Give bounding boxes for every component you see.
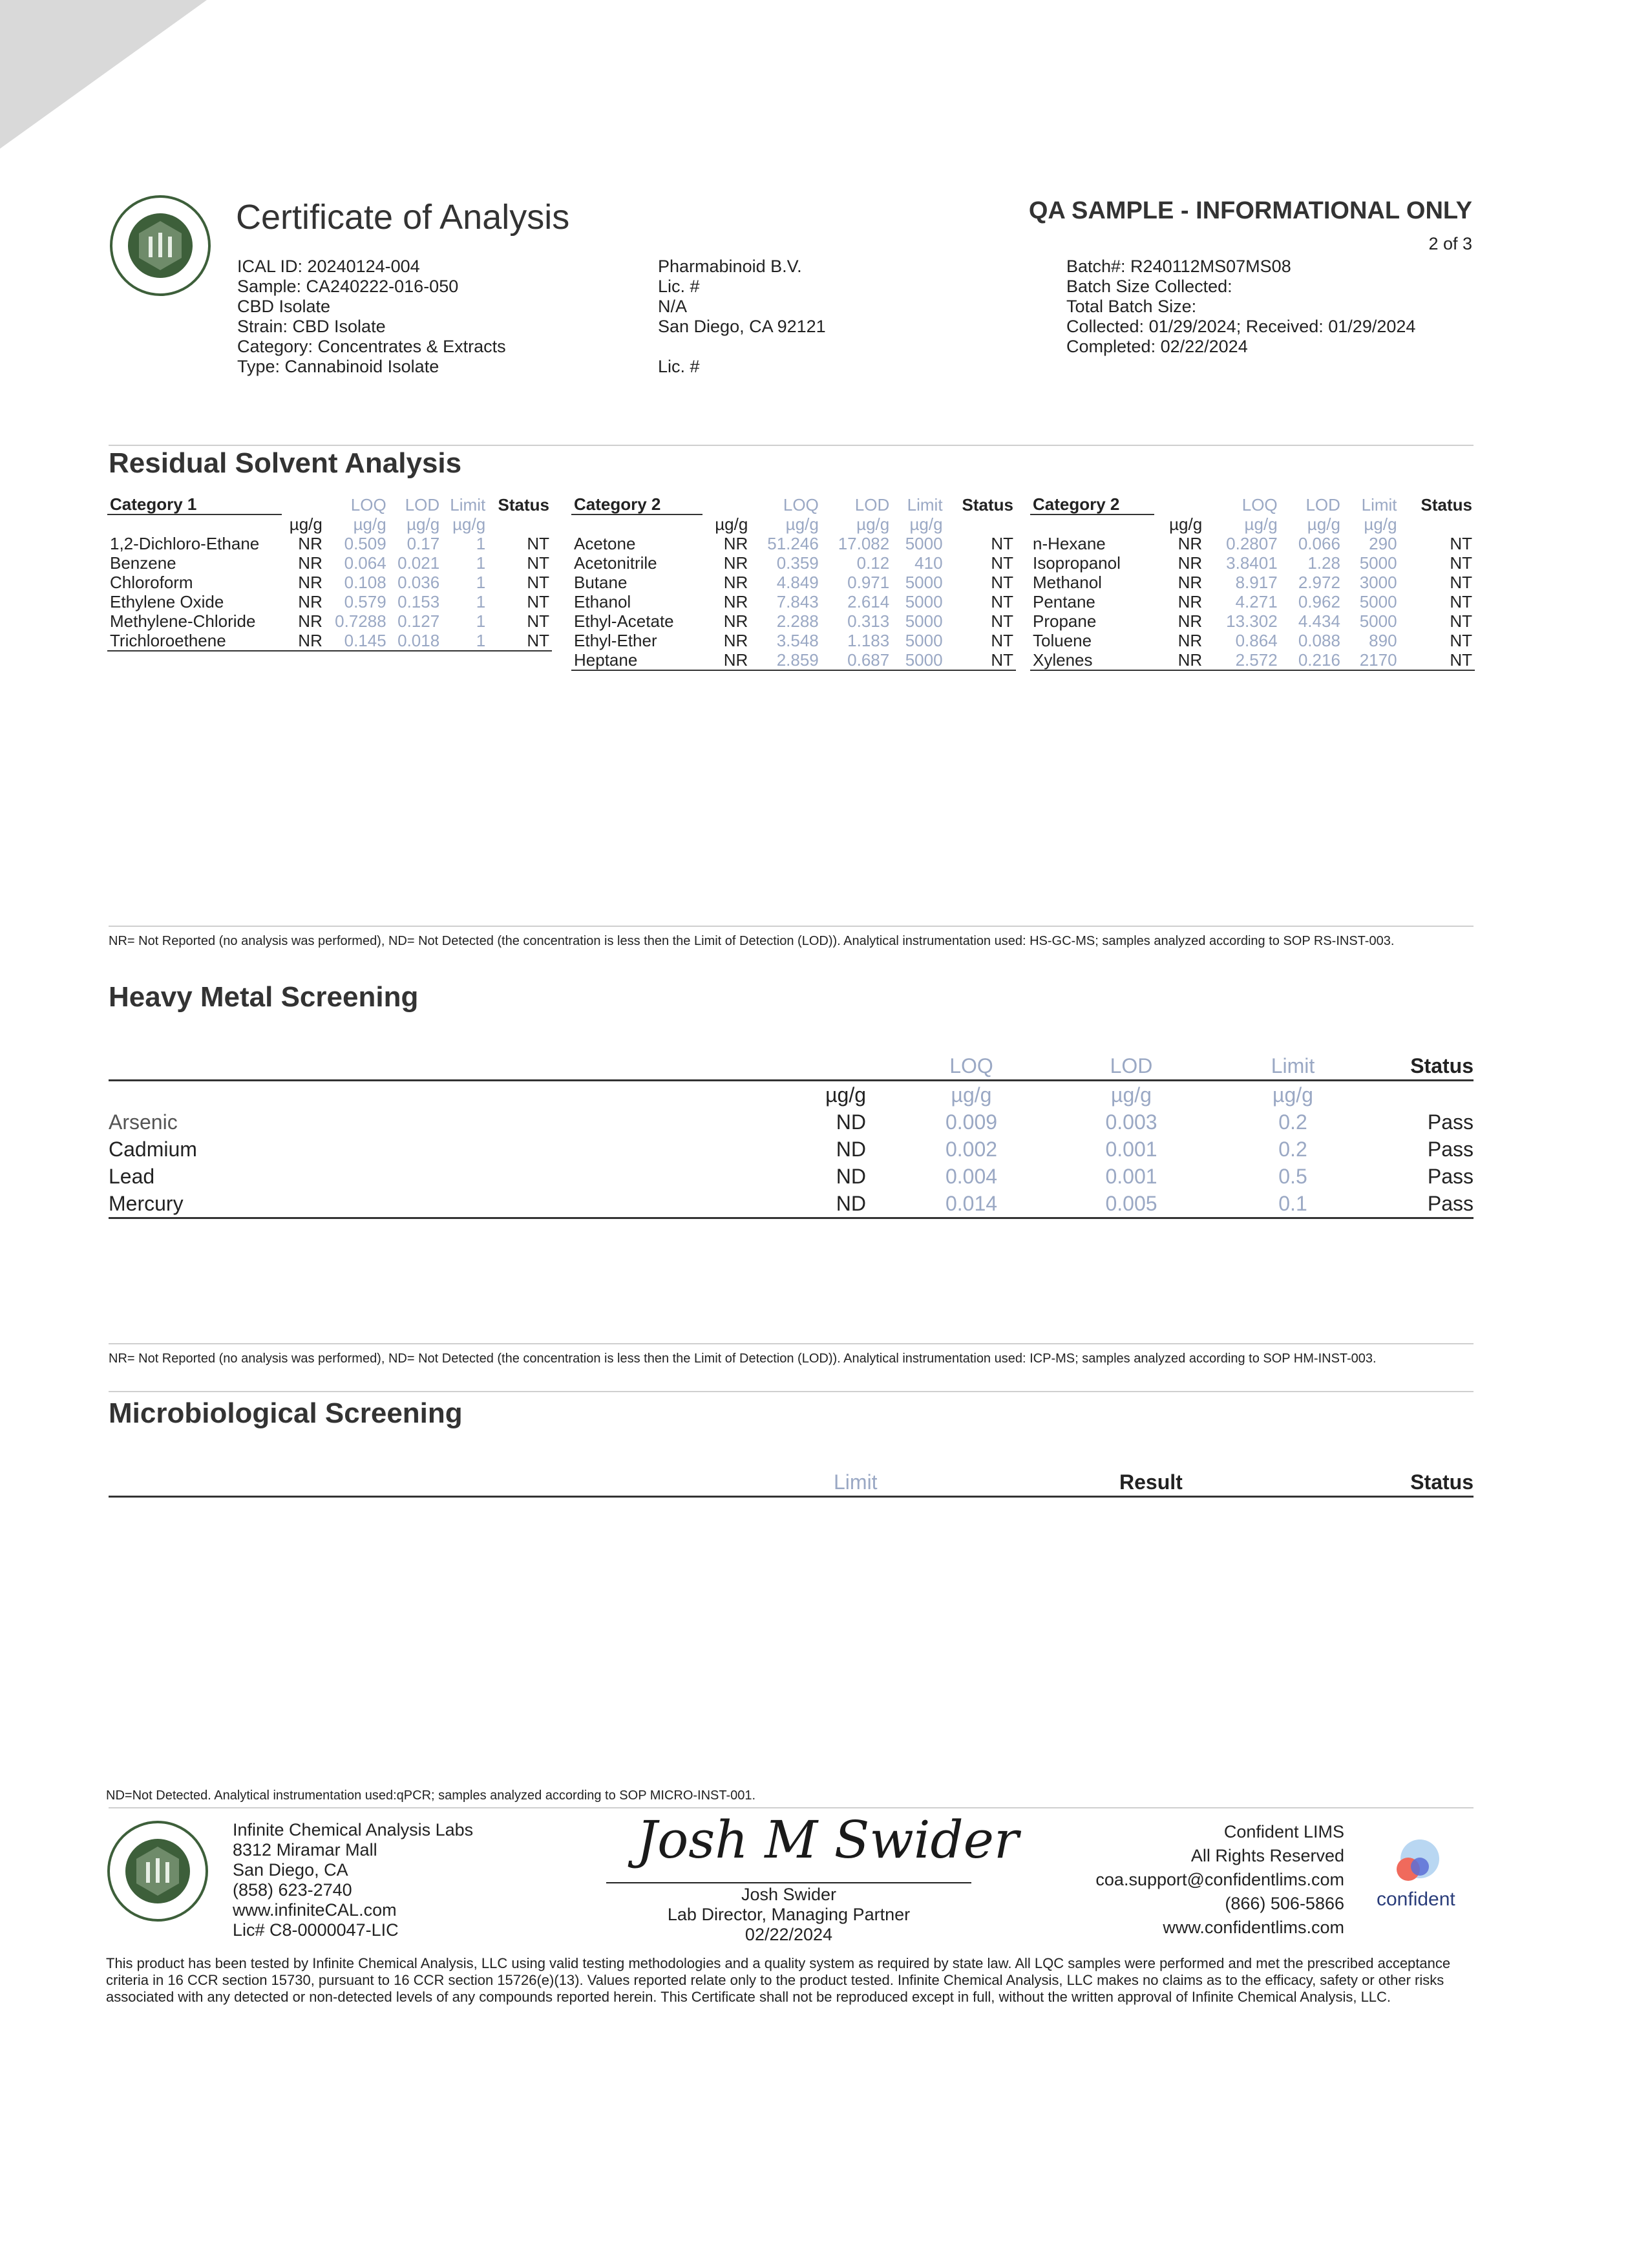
status-header: Status xyxy=(962,494,1013,514)
loq: 0.009 xyxy=(945,1110,998,1134)
unit-label: µg/g xyxy=(785,514,819,534)
limit: 5000 xyxy=(1359,611,1397,631)
residual-table-category2b xyxy=(1030,494,1475,671)
result: NR xyxy=(723,534,748,553)
loq: 4.271 xyxy=(1235,592,1278,611)
loq-header: LOQ xyxy=(949,1054,993,1077)
disclaimer: This product has been tested by Infinite Chemical Analysis, LLC using valid testing methodologies and a quality system as required by state law. All LQC samples were performed and met the prescribed acceptance criteria in 16 CCR section 15730, pursuant to 16 CCR section 15726(e)(13). Values reported relate only to the product tested. Infinite Chemical Analysis, LLC makes no claims as to the efficacy, safety or other risks associated with any detected or non-detected levels of any compounds reported herein. This Certificate shall not be reproduced except in full, without the written approval of Infinite Chemical Analysis, LLC. xyxy=(106,1955,1451,2005)
client-license-2: Lic. # xyxy=(658,357,700,376)
scan-page-fold xyxy=(0,0,207,149)
lab-logo xyxy=(109,194,212,297)
sample-info xyxy=(237,257,506,377)
table-row xyxy=(571,611,1016,631)
table-row xyxy=(1030,631,1475,650)
analyte: Ethylene Oxide xyxy=(110,592,224,611)
analyte: Propane xyxy=(1033,611,1097,631)
result: NR xyxy=(1178,631,1203,650)
total-batch-size: Total Batch Size: xyxy=(1066,297,1197,316)
loq: 0.579 xyxy=(344,592,386,611)
loq: 0.7288 xyxy=(335,611,386,631)
analyte: Mercury xyxy=(109,1192,184,1215)
lab-website[interactable]: www.infiniteCAL.com xyxy=(233,1900,397,1920)
limit: 5000 xyxy=(905,631,943,650)
analyte: 1,2-Dichloro-Ethane xyxy=(110,534,260,553)
analyte: Acetone xyxy=(574,534,636,553)
table-row xyxy=(571,553,1016,573)
table-row xyxy=(107,573,552,592)
status: NT xyxy=(527,553,549,573)
result: NR xyxy=(1154,650,1205,670)
lab-name: Infinite Chemical Analysis Labs xyxy=(233,1820,474,1839)
group-name: Category 2 xyxy=(571,494,703,514)
limit: 1 xyxy=(476,611,486,631)
residual-table-category2a xyxy=(571,494,1016,671)
unit-label: µg/g xyxy=(1244,514,1278,534)
table-row xyxy=(1030,611,1475,631)
limit: 0.5 xyxy=(1278,1165,1307,1188)
status: NT xyxy=(991,573,1013,592)
table-row xyxy=(571,573,1016,592)
result: NR xyxy=(703,650,750,670)
lod: 2.972 xyxy=(1298,573,1340,592)
status: NT xyxy=(991,592,1013,611)
loq: 0.2807 xyxy=(1226,534,1278,553)
lod: 0.313 xyxy=(847,611,890,631)
loq: 0.359 xyxy=(776,553,819,573)
limit: 0.1 xyxy=(1278,1192,1307,1215)
analyte: Ethyl-Acetate xyxy=(574,611,674,631)
status: NT xyxy=(1450,553,1472,573)
completed-date: Completed: 02/22/2024 xyxy=(1066,337,1248,356)
confident-logo-icon xyxy=(1386,1836,1444,1887)
table-row xyxy=(1030,592,1475,611)
limit: 5000 xyxy=(905,611,943,631)
residual-table-category1 xyxy=(107,494,552,652)
limit: 1 xyxy=(476,573,486,592)
lod: 0.001 xyxy=(1105,1138,1157,1161)
analyte: Cadmium xyxy=(109,1138,197,1161)
unit-label: µg/g xyxy=(1111,1083,1152,1107)
group-name: Category 1 xyxy=(107,494,282,514)
analyte: Acetonitrile xyxy=(574,553,657,573)
status-header: Status xyxy=(498,494,549,514)
strain: Strain: CBD Isolate xyxy=(237,317,386,336)
table-row xyxy=(1030,534,1475,553)
analyte: Heptane xyxy=(571,650,703,670)
status: NT xyxy=(527,611,549,631)
status: NT xyxy=(527,592,549,611)
unit-label: µg/g xyxy=(1169,514,1203,534)
micro-header-rule xyxy=(109,1496,1474,1498)
limit: 5000 xyxy=(905,534,943,553)
limit: 0.2 xyxy=(1278,1138,1307,1161)
result: NR xyxy=(1178,611,1203,631)
lod: 0.12 xyxy=(856,553,890,573)
result: NR xyxy=(723,631,748,650)
lod: 0.066 xyxy=(1298,534,1340,553)
lod: 0.036 xyxy=(397,573,440,592)
lod: 1.183 xyxy=(847,631,890,650)
status: NT xyxy=(488,631,552,651)
analyte: Butane xyxy=(574,573,628,592)
lod: 0.005 xyxy=(1105,1192,1157,1215)
table-row xyxy=(1030,650,1475,670)
table-row xyxy=(1030,553,1475,573)
lod-header: LOD xyxy=(1110,1054,1153,1077)
lod: 2.614 xyxy=(847,592,890,611)
status: NT xyxy=(527,573,549,592)
status: NT xyxy=(1450,631,1472,650)
table-row xyxy=(109,1136,1474,1163)
loq: 0.864 xyxy=(1235,631,1278,650)
signer-title: Lab Director, Managing Partner xyxy=(667,1905,911,1924)
result: NR xyxy=(298,592,322,611)
batch-info xyxy=(1066,257,1415,357)
status: NT xyxy=(1450,611,1472,631)
unit-label: µg/g xyxy=(951,1083,992,1107)
status: NT xyxy=(991,553,1013,573)
loq: 7.843 xyxy=(776,592,819,611)
spacer xyxy=(658,337,826,357)
lod: 0.088 xyxy=(1298,631,1340,650)
lims-rights: All Rights Reserved xyxy=(1190,1846,1344,1865)
analyte: Arsenic xyxy=(109,1110,178,1134)
lod: 0.962 xyxy=(1298,592,1340,611)
status: Pass xyxy=(1427,1110,1474,1134)
limit: 3000 xyxy=(1359,573,1397,592)
limit: 290 xyxy=(1369,534,1397,553)
result: NR xyxy=(723,553,748,573)
lod-header: LOD xyxy=(1305,494,1340,514)
loq-header: LOQ xyxy=(1241,494,1278,514)
analyte: Ethyl-Ether xyxy=(574,631,657,650)
metal-footnote: NR= Not Reported (no analysis was performed), ND= Not Detected (the concentration is less then the Limit of Detection (LOD)). Analytical instrumentation used: ICP-MS; samples analyzed according to SOP HM-INST-003. xyxy=(109,1351,1377,1366)
loq: 2.572 xyxy=(1205,650,1280,670)
lod: 0.021 xyxy=(397,553,440,573)
result: NR xyxy=(298,534,322,553)
status: Pass xyxy=(1427,1165,1474,1188)
result: NR xyxy=(298,611,322,631)
loq: 0.002 xyxy=(945,1138,998,1161)
loq: 0.014 xyxy=(945,1192,998,1215)
status: NT xyxy=(527,534,549,553)
status: NT xyxy=(1400,650,1475,670)
lod-header: LOD xyxy=(405,494,440,514)
residual-note-divider xyxy=(109,926,1474,927)
analyte: Chloroform xyxy=(110,573,193,592)
table-row xyxy=(109,1108,1474,1136)
limit: 1 xyxy=(476,592,486,611)
category: Category: Concentrates & Extracts xyxy=(237,337,506,356)
loq: 2.859 xyxy=(750,650,821,670)
residual-solvent-title: Residual Solvent Analysis xyxy=(109,447,462,479)
signature-image: Josh M Swider xyxy=(637,1810,1019,1870)
page-number: 2 of 3 xyxy=(1428,234,1472,253)
result: NR xyxy=(723,592,748,611)
lab-phone: (858) 623-2740 xyxy=(233,1880,352,1900)
micro-limit-header: Limit xyxy=(834,1470,878,1494)
limit-header: Limit xyxy=(1271,1054,1315,1077)
metal-note-divider-bottom xyxy=(109,1391,1474,1392)
lod: 0.17 xyxy=(407,534,440,553)
unit-label: µg/g xyxy=(289,514,322,534)
micro-title: Microbiological Screening xyxy=(109,1397,463,1429)
loq: 51.246 xyxy=(767,534,819,553)
table-row xyxy=(109,1163,1474,1190)
table-row xyxy=(571,592,1016,611)
signer-date: 02/22/2024 xyxy=(745,1925,833,1944)
micro-note-divider xyxy=(109,1807,1474,1808)
analyte: Pentane xyxy=(1033,592,1095,611)
loq: 0.509 xyxy=(344,534,386,553)
lab-street: 8312 Miramar Mall xyxy=(233,1840,377,1860)
table-row xyxy=(109,1190,1474,1218)
limit: 5000 xyxy=(1359,553,1397,573)
loq: 8.917 xyxy=(1235,573,1278,592)
lod: 4.434 xyxy=(1298,611,1340,631)
analyte: Methanol xyxy=(1033,573,1102,592)
analyte: Lead xyxy=(109,1165,155,1188)
unit-label: µg/g xyxy=(1364,514,1397,534)
residual-footnote: NR= Not Reported (no analysis was performed), ND= Not Detected (the concentration is less then the Limit of Detection (LOD)). Analytical instrumentation used: HS-GC-MS; samples analyzed according to SOP RS-INST-003. xyxy=(109,934,1395,948)
status-header: Status xyxy=(1421,494,1472,514)
limit: 1 xyxy=(476,534,486,553)
analyte: Methylene-Chloride xyxy=(110,611,256,631)
status: Pass xyxy=(1427,1138,1474,1161)
lab-license: Lic# C8-0000047-LIC xyxy=(233,1920,399,1940)
limit: 5000 xyxy=(905,592,943,611)
table-row xyxy=(107,592,552,611)
lab-contact xyxy=(233,1820,473,1940)
batch-size-collected: Batch Size Collected: xyxy=(1066,277,1232,296)
analyte: Trichloroethene xyxy=(107,631,282,651)
qa-sample-label: QA SAMPLE - INFORMATIONAL ONLY xyxy=(1028,197,1472,224)
lod: 17.082 xyxy=(838,534,890,553)
analyte: Xylenes xyxy=(1030,650,1154,670)
loq: 0.145 xyxy=(325,631,389,651)
batch-number: Batch#: R240112MS07MS08 xyxy=(1066,257,1291,276)
lod: 1.28 xyxy=(1307,553,1340,573)
client-name: Pharmabinoid B.V. xyxy=(658,257,802,276)
table-row xyxy=(107,631,552,651)
limit: 1 xyxy=(476,553,486,573)
table-row xyxy=(107,553,552,573)
status-header: Status xyxy=(1410,1054,1474,1077)
status: NT xyxy=(945,650,1016,670)
heavy-metal-title: Heavy Metal Screening xyxy=(109,981,419,1013)
analyte: Ethanol xyxy=(574,592,631,611)
status: NT xyxy=(991,611,1013,631)
loq-header: LOQ xyxy=(783,494,819,514)
product-name: CBD Isolate xyxy=(237,297,331,316)
lod: 0.003 xyxy=(1105,1110,1157,1134)
status: NT xyxy=(991,534,1013,553)
document-title: Certificate of Analysis xyxy=(236,198,570,237)
result: NR xyxy=(723,573,748,592)
limit-header: Limit xyxy=(1361,494,1397,514)
confident-brand: confident xyxy=(1377,1889,1455,1910)
table-row xyxy=(107,611,552,631)
status: NT xyxy=(1450,573,1472,592)
loq: 3.548 xyxy=(776,631,819,650)
signature-line xyxy=(606,1882,971,1883)
result: NR xyxy=(1178,573,1203,592)
limit-header: Limit xyxy=(450,494,486,514)
result: NR xyxy=(298,573,322,592)
limit: 5000 xyxy=(905,573,943,592)
result: ND xyxy=(836,1165,866,1188)
loq: 0.108 xyxy=(344,573,386,592)
loq: 2.288 xyxy=(776,611,819,631)
limit: 1 xyxy=(442,631,488,651)
limit: 0.2 xyxy=(1278,1110,1307,1134)
status: NT xyxy=(991,631,1013,650)
loq: 4.849 xyxy=(776,573,819,592)
lims-phone: (866) 506-5866 xyxy=(1225,1894,1344,1913)
lims-name: Confident LIMS xyxy=(1223,1822,1344,1841)
unit-label: µg/g xyxy=(452,514,486,534)
lod: 0.687 xyxy=(821,650,892,670)
signer-block xyxy=(606,1885,971,1945)
status: NT xyxy=(1450,592,1472,611)
loq: 0.004 xyxy=(945,1165,998,1188)
ical-id: ICAL ID: 20240124-004 xyxy=(237,257,420,276)
lod: 0.127 xyxy=(397,611,440,631)
lims-email[interactable]: coa.support@confidentlims.com xyxy=(1095,1870,1344,1889)
signer-name: Josh Swider xyxy=(741,1885,837,1904)
result: NR xyxy=(298,553,322,573)
lod-header: LOD xyxy=(854,494,890,514)
loq: 3.8401 xyxy=(1226,553,1278,573)
footer-lab-logo xyxy=(106,1819,209,1923)
lims-contact xyxy=(1095,1820,1344,1940)
unit-label: µg/g xyxy=(407,514,440,534)
lod: 0.216 xyxy=(1280,650,1343,670)
unit-label: µg/g xyxy=(909,514,943,534)
heavy-metal-table xyxy=(109,1052,1474,1219)
analyte: Isopropanol xyxy=(1033,553,1121,573)
table-row xyxy=(107,534,552,553)
limit: 890 xyxy=(1369,631,1397,650)
loq: 13.302 xyxy=(1226,611,1278,631)
loq-header: LOQ xyxy=(350,494,386,514)
limit-header: Limit xyxy=(907,494,943,514)
type: Type: Cannabinoid Isolate xyxy=(237,357,439,376)
lod: 0.153 xyxy=(397,592,440,611)
table-row xyxy=(571,631,1016,650)
result: NR xyxy=(282,631,325,651)
table-row xyxy=(571,534,1016,553)
analyte: Toluene xyxy=(1033,631,1092,650)
micro-status-header: Status xyxy=(1410,1470,1474,1494)
collected-received: Collected: 01/29/2024; Received: 01/29/2024 xyxy=(1066,317,1416,336)
group-name: Category 2 xyxy=(1030,494,1154,514)
client-license: Lic. # xyxy=(658,277,700,296)
lims-website[interactable]: www.confidentlims.com xyxy=(1163,1918,1344,1937)
micro-footnote: ND=Not Detected. Analytical instrumentation used:qPCR; samples analyzed according to SOP MICRO-INST-001. xyxy=(106,1788,756,1803)
client-address-line: N/A xyxy=(658,297,688,316)
lab-city: San Diego, CA xyxy=(233,1860,348,1880)
sample-id: Sample: CA240222-016-050 xyxy=(237,277,459,296)
lod: 0.018 xyxy=(389,631,443,651)
unit-label: µg/g xyxy=(715,514,748,534)
limit: 2170 xyxy=(1343,650,1400,670)
status: NT xyxy=(1450,534,1472,553)
unit-label: µg/g xyxy=(1273,1083,1313,1107)
unit-label: µg/g xyxy=(1307,514,1340,534)
unit-label: µg/g xyxy=(353,514,386,534)
result: ND xyxy=(836,1110,866,1134)
result: NR xyxy=(723,611,748,631)
table-row xyxy=(571,650,1016,670)
client-info xyxy=(658,257,826,377)
limit: 5000 xyxy=(1359,592,1397,611)
result: ND xyxy=(836,1138,866,1161)
client-city: San Diego, CA 92121 xyxy=(658,317,826,336)
status: Pass xyxy=(1427,1192,1474,1215)
analyte: n-Hexane xyxy=(1033,534,1106,553)
unit-label: µg/g xyxy=(825,1083,866,1107)
metal-note-divider xyxy=(109,1343,1474,1344)
result: NR xyxy=(1178,553,1203,573)
limit: 5000 xyxy=(892,650,945,670)
loq: 0.064 xyxy=(344,553,386,573)
lod: 0.001 xyxy=(1105,1165,1157,1188)
unit-label: µg/g xyxy=(856,514,890,534)
limit: 410 xyxy=(914,553,943,573)
table-row xyxy=(1030,573,1475,592)
result: NR xyxy=(1178,534,1203,553)
micro-result-header: Result xyxy=(1119,1470,1183,1494)
analyte: Benzene xyxy=(110,553,176,573)
result: NR xyxy=(1178,592,1203,611)
header-divider xyxy=(109,445,1474,446)
result: ND xyxy=(836,1192,866,1215)
lod: 0.971 xyxy=(847,573,890,592)
